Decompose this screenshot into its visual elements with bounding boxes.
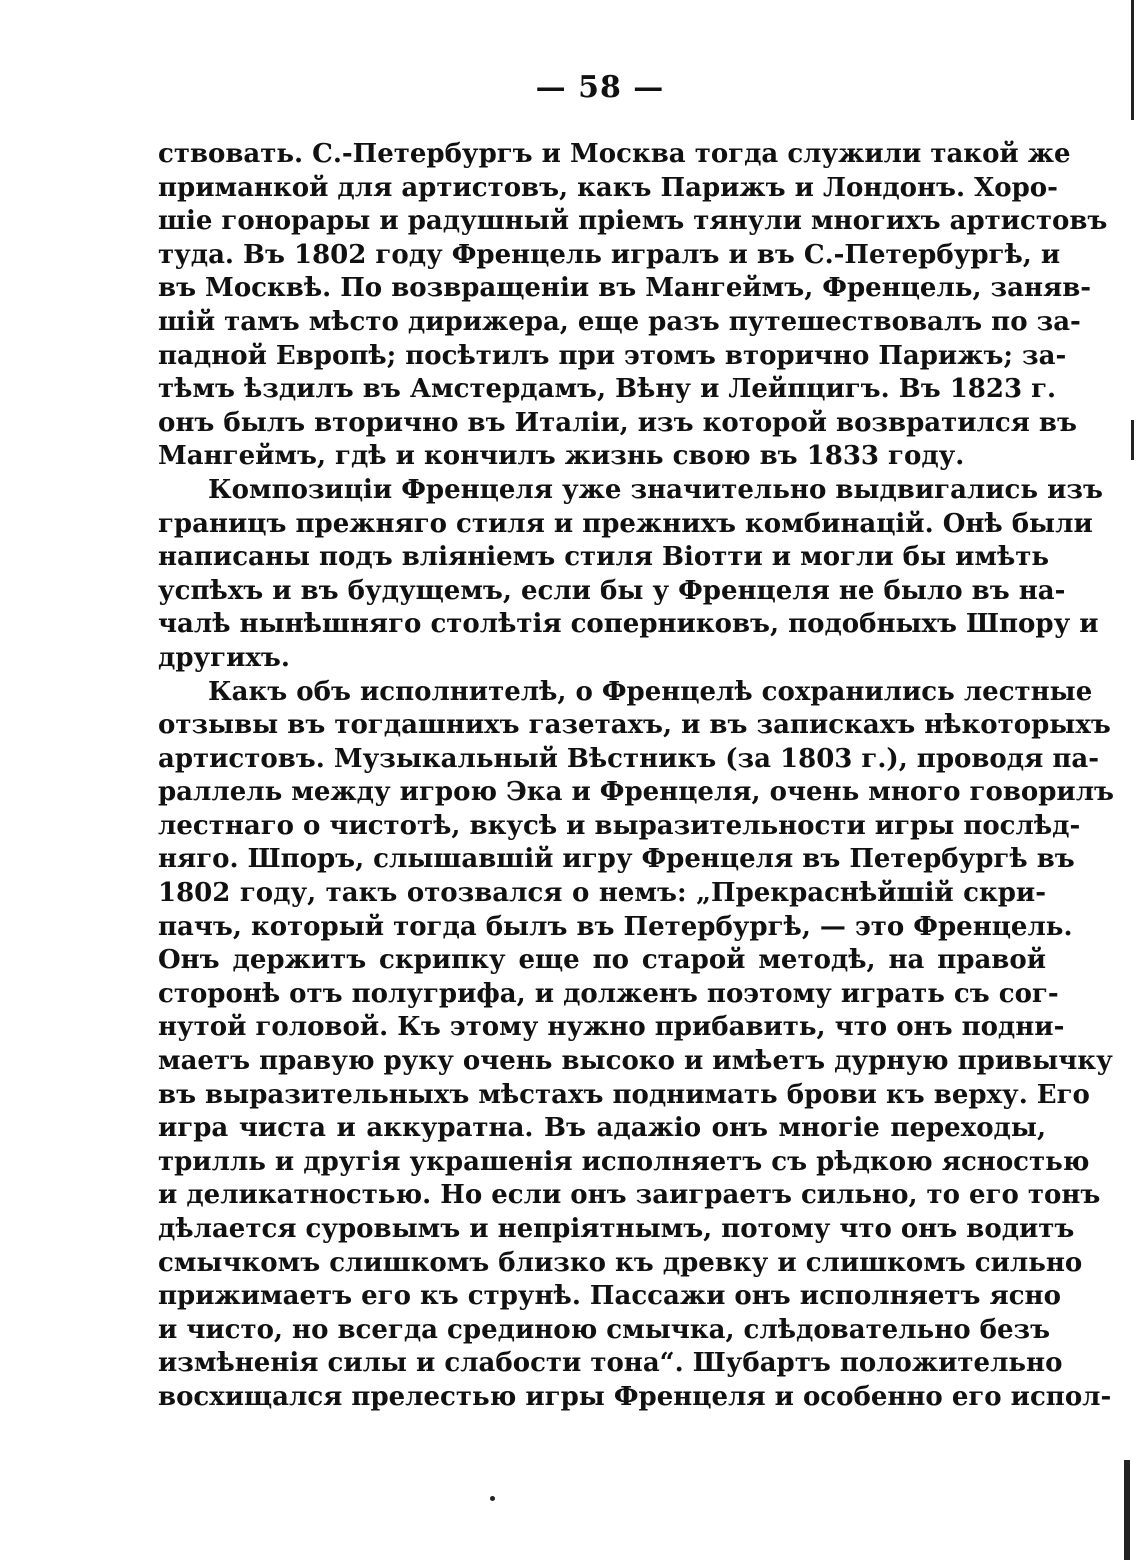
text-line: чалѣ нынѣшняго столѣтія соперниковъ, подобныхъ Шпору и: [158, 609, 1099, 640]
text-line: границъ прежняго стиля и прежнихъ комбинацій. Онѣ были: [158, 508, 1093, 539]
text-line: лестнаго о чистотѣ, вкусѣ и выразительности игры послѣд-: [158, 810, 1081, 841]
text-line: дѣлается суровымъ и непріятнымъ, потому что онъ водитъ: [158, 1214, 1075, 1244]
margin-mark: [1131, 0, 1134, 120]
text-line: Онъ держитъ скрипку еще по старой методѣ, на правой: [158, 945, 1046, 976]
text-line: Композиціи Френцеля уже значительно выдвигались изъ: [208, 474, 1103, 505]
text-line: артистовъ. Музыкальный Вѣстникъ (за 1803 г.), проводя па-: [158, 743, 1100, 774]
text-line: отзывы въ тогдашнихъ газетахъ, и въ запискахъ нѣкоторыхъ: [158, 710, 1111, 741]
text-line: 1802 году, такъ отозвался о немъ: „Прекраснѣйшій скри-: [158, 878, 1046, 909]
body-text: [158, 138, 1114, 1415]
text-line: прижимаетъ его къ струнѣ. Пассажи онъ исполняетъ ясно: [158, 1281, 1061, 1312]
text-line: онъ былъ вторично въ Италіи, изъ которой возвратился въ: [158, 407, 1077, 438]
text-line: туда. Въ 1802 году Френцель игралъ и въ С.-Петербургѣ, и: [158, 239, 1061, 270]
text-line: успѣхъ и въ будущемъ, если бы у Френцеля не было въ на-: [158, 575, 1066, 606]
text-line: трилль и другія украшенія исполняетъ съ рѣдкою ясностью: [158, 1146, 1090, 1177]
text-line: пачъ, который тогда былъ въ Петербургѣ, — это Френцель.: [158, 911, 1073, 942]
text-line: и чисто, но всегда срединою смычка, слѣдовательно безъ: [158, 1314, 1051, 1345]
paragraph: [158, 474, 1103, 676]
text-line: другихъ.: [158, 642, 290, 673]
text-line: игра чиста и аккуратна. Въ адажіо онъ многіе переходы,: [158, 1113, 1046, 1144]
text-line: няго. Шпоръ, слышавшій игру Френцеля въ Петербургѣ въ: [158, 844, 1075, 875]
text-line: измѣненія силы и слабости тона“. Шубартъ положительно: [158, 1348, 1063, 1379]
page-number: — 58 —: [535, 70, 665, 105]
text-line: шій тамъ мѣсто дирижера, еще разъ путешествовалъ по за-: [158, 306, 1081, 337]
margin-mark: [1131, 420, 1134, 460]
margin-mark: [1124, 1460, 1130, 1560]
text-line: и деликатностью. Но если онъ заиграетъ сильно, то его тонъ: [158, 1180, 1101, 1211]
text-line: Мангеймъ, гдѣ и кончилъ жизнь свою въ 1833 году.: [158, 441, 965, 472]
text-line: написаны подъ вліяніемъ стиля Віотти и могли бы имѣть: [158, 542, 1050, 573]
text-line: сторонѣ отъ полугрифа, и долженъ поэтому играть съ сог-: [158, 978, 1059, 1009]
text-line: нутой головой. Къ этому нужно прибавить, что онъ подни-: [158, 1012, 1065, 1043]
text-line: восхищался прелестью игры Френцеля и особенно его испол-: [158, 1381, 1112, 1412]
text-line: приманкой для артистовъ, какъ Парижъ и Лондонъ. Хоро-: [158, 172, 1058, 203]
text-line: Какъ объ исполнителѣ, о Френцелѣ сохранились лестные: [208, 676, 1093, 707]
text-line: смычкомъ слишкомъ близко къ древку и слишкомъ сильно: [158, 1247, 1083, 1278]
text-line: шіе гонорары и радушный пріемъ тянули многихъ артистовъ: [158, 206, 1108, 237]
text-line: маетъ правую руку очень высоко и имѣетъ дурную привычку: [158, 1046, 1113, 1077]
text-line: въ выразительныхъ мѣстахъ поднимать брови къ верху. Его: [158, 1079, 1090, 1110]
text-line: ствовать. С.-Петербургъ и Москва тогда служили такой же: [158, 139, 1071, 169]
paragraph: [158, 676, 1114, 1415]
ink-speck: [490, 1496, 495, 1501]
text-line: тѣмъ ѣздилъ въ Амстердамъ, Вѣну и Лейпцигъ. Въ 1823 г.: [158, 374, 1057, 405]
paragraph: [158, 138, 1108, 474]
text-line: раллель между игрою Эка и Френцеля, очень много говорилъ: [158, 777, 1114, 808]
text-line: падной Европѣ; посѣтилъ при этомъ вторично Парижъ; за-: [158, 340, 1067, 371]
text-line: въ Москвѣ. По возвращеніи въ Мангеймъ, Френцель, заняв-: [158, 273, 1092, 304]
